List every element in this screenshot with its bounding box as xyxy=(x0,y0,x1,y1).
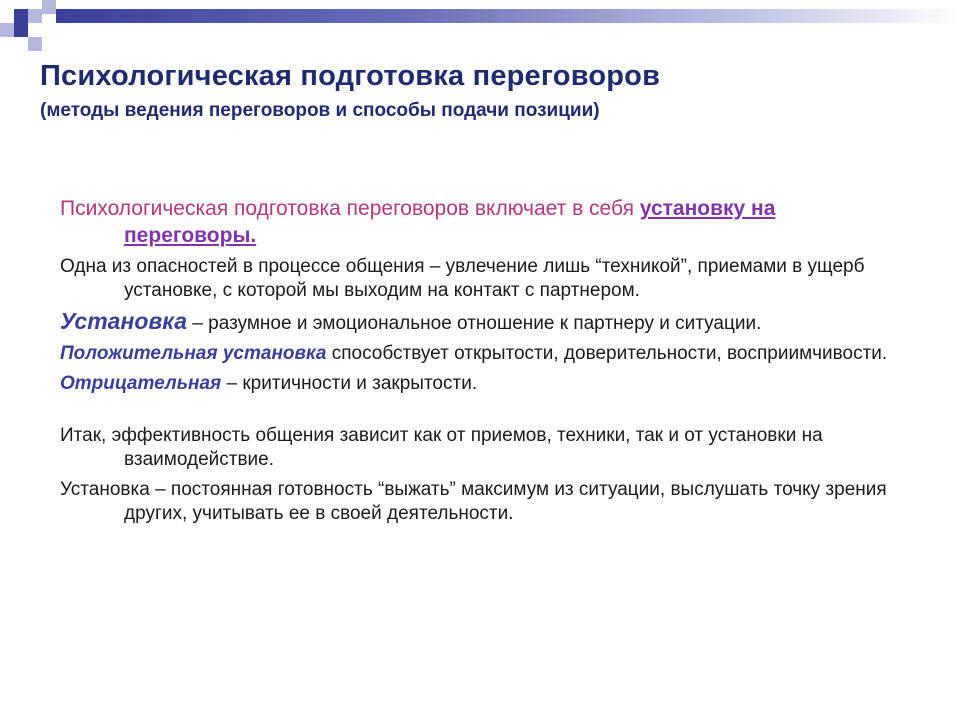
negative-text: – критичности и закрытости. xyxy=(221,373,478,394)
readiness-text: Установка – постоянная готовность “выжать” максимум из ситуации, выслушать точку зрения других, учитывать ее в своей деятельности. xyxy=(60,479,887,524)
definition-text: – разумное и эмоциональное отношение к партнеру и ситуации. xyxy=(187,313,762,334)
readiness-paragraph xyxy=(60,478,910,526)
deco-square xyxy=(28,37,42,51)
term-setup: Установка xyxy=(60,308,188,334)
conclusion-text: Итак, эффективность общения зависит как от приемов, техники, так и от установки на взаимодействие. xyxy=(60,425,823,470)
slide-subtitle: (методы ведения переговоров и способы подачи позиции) xyxy=(40,100,600,121)
top-gradient-bar xyxy=(56,9,960,23)
negative-paragraph xyxy=(60,372,910,396)
definition-paragraph xyxy=(60,309,910,336)
positive-paragraph xyxy=(60,342,910,366)
danger-text: Одна из опасностей в процессе общения – увлечение лишь “техникой”, приемами в ущерб установке, с которой мы выходим на контакт с партнером. xyxy=(60,256,865,301)
slide-content xyxy=(60,195,910,532)
deco-square xyxy=(0,23,14,37)
term-positive: Положительная установка xyxy=(60,343,327,364)
deco-square xyxy=(42,0,56,14)
conclusion-paragraph xyxy=(60,424,910,472)
slide-title: Психологическая подготовка переговоров xyxy=(40,60,661,92)
positive-text: способствует открытости, доверительности, восприимчивости. xyxy=(326,343,888,364)
danger-paragraph xyxy=(60,255,910,303)
spacer xyxy=(60,402,910,424)
deco-square xyxy=(28,9,42,23)
intro-paragraph xyxy=(60,195,910,249)
intro-text: Психологическая подготовка переговоров включает в себя xyxy=(60,197,640,220)
setup-link[interactable]: установку на переговоры. xyxy=(124,197,776,247)
deco-square xyxy=(14,23,28,37)
term-negative: Отрицательная xyxy=(60,373,222,394)
deco-square xyxy=(14,9,28,23)
